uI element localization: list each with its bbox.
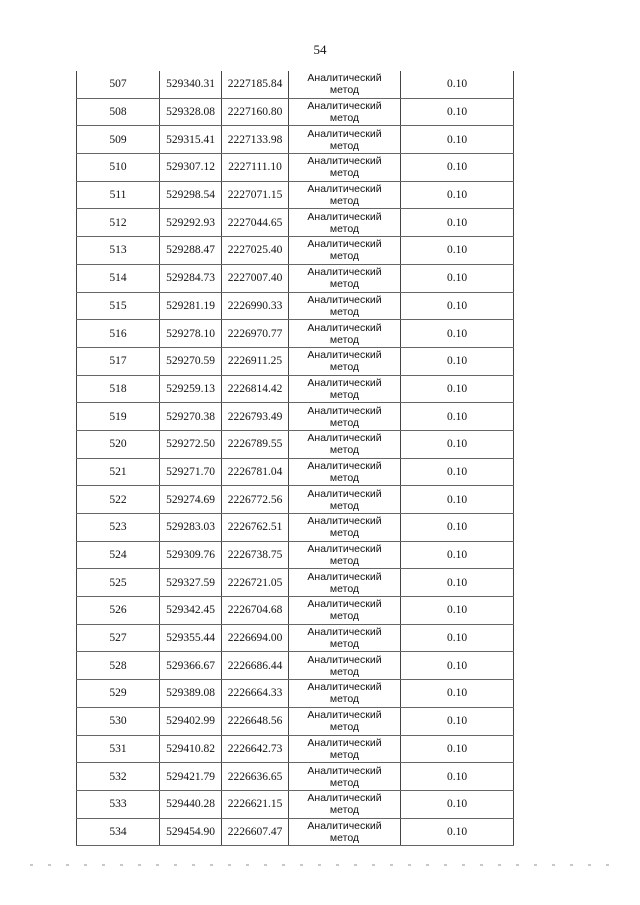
- method-line-1: Аналитический: [307, 515, 382, 528]
- accuracy-cell: 0.10: [401, 403, 514, 431]
- method-line-1: Аналитический: [307, 266, 382, 279]
- method-line-1: Аналитический: [307, 653, 382, 666]
- y-coordinate-cell: 2226704.68: [222, 597, 289, 625]
- table-row: [77, 735, 514, 763]
- method-cell: [289, 237, 401, 265]
- x-coordinate-cell: 529270.38: [160, 403, 222, 431]
- accuracy-cell: 0.10: [401, 458, 514, 486]
- method-line-2: метод: [329, 610, 360, 623]
- x-coordinate-cell: 529410.82: [160, 735, 222, 763]
- method-line-1: Аналитический: [307, 681, 382, 694]
- point-number-cell: 528: [77, 652, 160, 680]
- x-coordinate-cell: 529284.73: [160, 264, 222, 292]
- method-line-2: метод: [329, 361, 360, 374]
- point-number-cell: 533: [77, 790, 160, 818]
- method-line-2: метод: [329, 499, 360, 512]
- x-coordinate-cell: 529271.70: [160, 458, 222, 486]
- y-coordinate-cell: 2226721.05: [222, 569, 289, 597]
- method-line-1: Аналитический: [307, 72, 382, 85]
- method-cell: [289, 541, 401, 569]
- method-line-1: Аналитический: [307, 819, 382, 832]
- method-line-2: метод: [329, 333, 360, 346]
- accuracy-cell: 0.10: [401, 652, 514, 680]
- method-line-2: метод: [329, 582, 360, 595]
- point-number-cell: 529: [77, 680, 160, 708]
- accuracy-cell: 0.10: [401, 292, 514, 320]
- table-row: [77, 680, 514, 708]
- method-cell: [289, 818, 401, 846]
- accuracy-cell: 0.10: [401, 735, 514, 763]
- point-number-cell: 531: [77, 735, 160, 763]
- x-coordinate-cell: 529309.76: [160, 541, 222, 569]
- y-coordinate-cell: 2226793.49: [222, 403, 289, 431]
- accuracy-cell: 0.10: [401, 818, 514, 846]
- method-cell: [289, 486, 401, 514]
- method-cell: [289, 126, 401, 154]
- accuracy-cell: 0.10: [401, 209, 514, 237]
- method-line-1: Аналитический: [307, 349, 382, 362]
- table-row: [77, 403, 514, 431]
- accuracy-cell: 0.10: [401, 126, 514, 154]
- x-coordinate-cell: 529298.54: [160, 181, 222, 209]
- method-line-1: Аналитический: [307, 764, 382, 777]
- method-cell: [289, 707, 401, 735]
- x-coordinate-cell: 529274.69: [160, 486, 222, 514]
- method-cell: [289, 98, 401, 126]
- x-coordinate-cell: 529454.90: [160, 818, 222, 846]
- method-cell: [289, 264, 401, 292]
- accuracy-cell: 0.10: [401, 320, 514, 348]
- accuracy-cell: 0.10: [401, 569, 514, 597]
- point-number-cell: 512: [77, 209, 160, 237]
- x-coordinate-cell: 529315.41: [160, 126, 222, 154]
- point-number-cell: 517: [77, 347, 160, 375]
- method-line-1: Аналитический: [307, 127, 382, 140]
- accuracy-cell: 0.10: [401, 514, 514, 542]
- x-coordinate-cell: 529292.93: [160, 209, 222, 237]
- method-line-1: Аналитический: [307, 376, 382, 389]
- method-cell: [289, 430, 401, 458]
- accuracy-cell: 0.10: [401, 707, 514, 735]
- y-coordinate-cell: 2226738.75: [222, 541, 289, 569]
- accuracy-cell: 0.10: [401, 624, 514, 652]
- method-line-1: Аналитический: [307, 183, 382, 196]
- x-coordinate-cell: 529340.31: [160, 71, 222, 98]
- table-row: [77, 126, 514, 154]
- method-line-2: метод: [329, 84, 360, 97]
- coordinates-table-body: [77, 71, 514, 846]
- x-coordinate-cell: 529402.99: [160, 707, 222, 735]
- table-row: [77, 347, 514, 375]
- table-row: [77, 292, 514, 320]
- x-coordinate-cell: 529342.45: [160, 597, 222, 625]
- x-coordinate-cell: 529283.03: [160, 514, 222, 542]
- table-row: [77, 98, 514, 126]
- method-line-1: Аналитический: [307, 736, 382, 749]
- y-coordinate-cell: 2226664.33: [222, 680, 289, 708]
- point-number-cell: 514: [77, 264, 160, 292]
- method-line-1: Аналитический: [307, 100, 382, 113]
- method-line-2: метод: [329, 305, 360, 318]
- method-cell: [289, 181, 401, 209]
- x-coordinate-cell: 529327.59: [160, 569, 222, 597]
- table-row: [77, 430, 514, 458]
- table-row: [77, 237, 514, 265]
- method-cell: [289, 375, 401, 403]
- table-row: [77, 375, 514, 403]
- method-cell: [289, 624, 401, 652]
- y-coordinate-cell: 2226648.56: [222, 707, 289, 735]
- method-line-2: метод: [329, 388, 360, 401]
- method-line-2: метод: [329, 693, 360, 706]
- accuracy-cell: 0.10: [401, 71, 514, 98]
- y-coordinate-cell: 2226762.51: [222, 514, 289, 542]
- method-line-2: метод: [329, 416, 360, 429]
- method-cell: [289, 403, 401, 431]
- scan-artifact-line: [30, 864, 610, 866]
- method-line-1: Аналитический: [307, 293, 382, 306]
- method-cell: [289, 458, 401, 486]
- method-line-2: метод: [329, 665, 360, 678]
- table-row: [77, 652, 514, 680]
- accuracy-cell: 0.10: [401, 790, 514, 818]
- accuracy-cell: 0.10: [401, 430, 514, 458]
- table-row: [77, 597, 514, 625]
- method-line-2: метод: [329, 278, 360, 291]
- method-cell: [289, 154, 401, 182]
- point-number-cell: 530: [77, 707, 160, 735]
- table-row: [77, 569, 514, 597]
- method-cell: [289, 735, 401, 763]
- method-cell: [289, 597, 401, 625]
- method-line-1: Аналитический: [307, 792, 382, 805]
- y-coordinate-cell: 2227111.10: [222, 154, 289, 182]
- method-line-2: метод: [329, 831, 360, 844]
- table-row: [77, 624, 514, 652]
- method-line-1: Аналитический: [307, 155, 382, 168]
- y-coordinate-cell: 2226642.73: [222, 735, 289, 763]
- table-row: [77, 790, 514, 818]
- point-number-cell: 532: [77, 763, 160, 791]
- point-number-cell: 513: [77, 237, 160, 265]
- method-line-1: Аналитический: [307, 404, 382, 417]
- y-coordinate-cell: 2226990.33: [222, 292, 289, 320]
- x-coordinate-cell: 529389.08: [160, 680, 222, 708]
- accuracy-cell: 0.10: [401, 98, 514, 126]
- y-coordinate-cell: 2227025.40: [222, 237, 289, 265]
- table-row: [77, 514, 514, 542]
- x-coordinate-cell: 529270.59: [160, 347, 222, 375]
- x-coordinate-cell: 529278.10: [160, 320, 222, 348]
- x-coordinate-cell: 529421.79: [160, 763, 222, 791]
- table-row: [77, 707, 514, 735]
- y-coordinate-cell: 2227160.80: [222, 98, 289, 126]
- point-number-cell: 518: [77, 375, 160, 403]
- method-line-2: метод: [329, 555, 360, 568]
- accuracy-cell: 0.10: [401, 541, 514, 569]
- method-line-1: Аналитический: [307, 459, 382, 472]
- method-cell: [289, 680, 401, 708]
- x-coordinate-cell: 529355.44: [160, 624, 222, 652]
- table-row: [77, 264, 514, 292]
- accuracy-cell: 0.10: [401, 375, 514, 403]
- table-row: [77, 541, 514, 569]
- method-line-1: Аналитический: [307, 487, 382, 500]
- y-coordinate-cell: 2227007.40: [222, 264, 289, 292]
- method-line-2: метод: [329, 139, 360, 152]
- method-cell: [289, 292, 401, 320]
- x-coordinate-cell: 529281.19: [160, 292, 222, 320]
- y-coordinate-cell: 2226781.04: [222, 458, 289, 486]
- x-coordinate-cell: 529288.47: [160, 237, 222, 265]
- point-number-cell: 519: [77, 403, 160, 431]
- table-row: [77, 763, 514, 791]
- x-coordinate-cell: 529272.50: [160, 430, 222, 458]
- point-number-cell: 524: [77, 541, 160, 569]
- point-number-cell: 520: [77, 430, 160, 458]
- y-coordinate-cell: 2226621.15: [222, 790, 289, 818]
- accuracy-cell: 0.10: [401, 597, 514, 625]
- y-coordinate-cell: 2226789.55: [222, 430, 289, 458]
- accuracy-cell: 0.10: [401, 154, 514, 182]
- y-coordinate-cell: 2226970.77: [222, 320, 289, 348]
- point-number-cell: 525: [77, 569, 160, 597]
- accuracy-cell: 0.10: [401, 680, 514, 708]
- method-cell: [289, 790, 401, 818]
- x-coordinate-cell: 529366.67: [160, 652, 222, 680]
- point-number-cell: 526: [77, 597, 160, 625]
- method-line-2: метод: [329, 112, 360, 125]
- point-number-cell: 523: [77, 514, 160, 542]
- method-line-1: Аналитический: [307, 543, 382, 556]
- table-row: [77, 71, 514, 98]
- accuracy-cell: 0.10: [401, 763, 514, 791]
- table-row: [77, 209, 514, 237]
- method-line-1: Аналитический: [307, 598, 382, 611]
- accuracy-cell: 0.10: [401, 347, 514, 375]
- method-cell: [289, 652, 401, 680]
- method-line-1: Аналитический: [307, 626, 382, 639]
- method-line-1: Аналитический: [307, 432, 382, 445]
- method-line-2: метод: [329, 804, 360, 817]
- point-number-cell: 509: [77, 126, 160, 154]
- x-coordinate-cell: 529328.08: [160, 98, 222, 126]
- table-row: [77, 181, 514, 209]
- coordinates-table: [76, 71, 514, 846]
- method-line-2: метод: [329, 471, 360, 484]
- method-line-2: метод: [329, 444, 360, 457]
- method-line-1: Аналитический: [307, 321, 382, 334]
- method-line-2: метод: [329, 250, 360, 263]
- table-row: [77, 486, 514, 514]
- accuracy-cell: 0.10: [401, 486, 514, 514]
- y-coordinate-cell: 2226911.25: [222, 347, 289, 375]
- point-number-cell: 527: [77, 624, 160, 652]
- y-coordinate-cell: 2227133.98: [222, 126, 289, 154]
- point-number-cell: 510: [77, 154, 160, 182]
- method-line-2: метод: [329, 527, 360, 540]
- y-coordinate-cell: 2226694.00: [222, 624, 289, 652]
- accuracy-cell: 0.10: [401, 237, 514, 265]
- x-coordinate-cell: 529259.13: [160, 375, 222, 403]
- method-cell: [289, 71, 401, 98]
- method-cell: [289, 763, 401, 791]
- point-number-cell: 515: [77, 292, 160, 320]
- method-line-1: Аналитический: [307, 210, 382, 223]
- y-coordinate-cell: 2226607.47: [222, 818, 289, 846]
- method-line-2: метод: [329, 721, 360, 734]
- point-number-cell: 507: [77, 71, 160, 98]
- y-coordinate-cell: 2226636.65: [222, 763, 289, 791]
- point-number-cell: 516: [77, 320, 160, 348]
- method-cell: [289, 569, 401, 597]
- y-coordinate-cell: 2226772.56: [222, 486, 289, 514]
- method-cell: [289, 347, 401, 375]
- method-line-1: Аналитический: [307, 709, 382, 722]
- x-coordinate-cell: 529440.28: [160, 790, 222, 818]
- y-coordinate-cell: 2227071.15: [222, 181, 289, 209]
- y-coordinate-cell: 2226686.44: [222, 652, 289, 680]
- method-cell: [289, 209, 401, 237]
- accuracy-cell: 0.10: [401, 181, 514, 209]
- point-number-cell: 534: [77, 818, 160, 846]
- method-line-2: метод: [329, 776, 360, 789]
- page-number: 54: [313, 42, 327, 57]
- table-row: [77, 154, 514, 182]
- point-number-cell: 508: [77, 98, 160, 126]
- method-line-1: Аналитический: [307, 570, 382, 583]
- method-line-2: метод: [329, 222, 360, 235]
- method-line-2: метод: [329, 167, 360, 180]
- y-coordinate-cell: 2226814.42: [222, 375, 289, 403]
- method-line-2: метод: [329, 195, 360, 208]
- table-row: [77, 458, 514, 486]
- method-cell: [289, 320, 401, 348]
- table-row: [77, 320, 514, 348]
- y-coordinate-cell: 2227185.84: [222, 71, 289, 98]
- point-number-cell: 522: [77, 486, 160, 514]
- method-cell: [289, 514, 401, 542]
- y-coordinate-cell: 2227044.65: [222, 209, 289, 237]
- point-number-cell: 511: [77, 181, 160, 209]
- method-line-1: Аналитический: [307, 238, 382, 251]
- point-number-cell: 521: [77, 458, 160, 486]
- x-coordinate-cell: 529307.12: [160, 154, 222, 182]
- method-line-2: метод: [329, 638, 360, 651]
- method-line-2: метод: [329, 748, 360, 761]
- accuracy-cell: 0.10: [401, 264, 514, 292]
- table-row: [77, 818, 514, 846]
